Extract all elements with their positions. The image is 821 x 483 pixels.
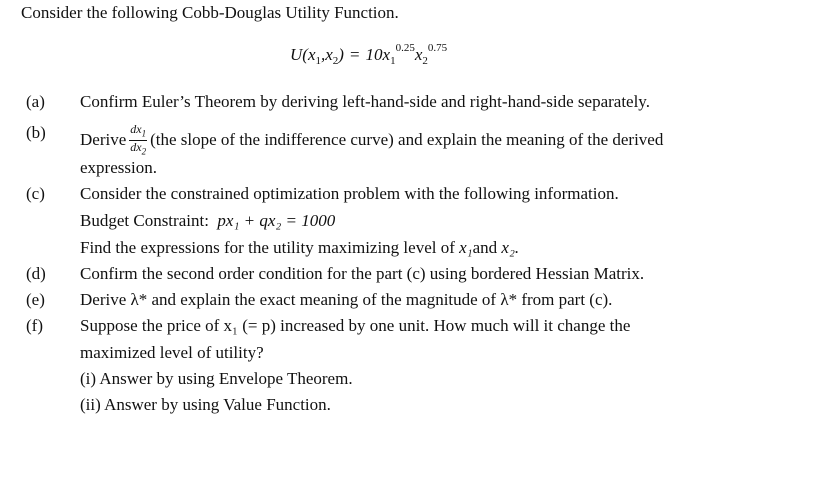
- item-c-line1: Consider the constrained optimization problem with the following information.: [80, 184, 619, 203]
- formula-lhs-sub2: 2: [332, 55, 339, 67]
- formula-var2: x: [414, 45, 423, 64]
- formula-exp2: 0.75: [427, 42, 448, 54]
- find-x2: x₂.: [501, 238, 520, 257]
- derivative-fraction: [129, 123, 147, 159]
- fraction-den-text: dx: [130, 140, 142, 155]
- item-b-text: [80, 123, 663, 159]
- utility-formula: [290, 42, 447, 67]
- fraction-denominator: [129, 141, 147, 158]
- item-d-text: Confirm the second order condition for the part (c) using bordered Hessian Matrix.: [80, 264, 645, 283]
- fraction-num-text: dx: [130, 122, 142, 136]
- item-e-text: Derive λ* and explain the exact meaning of the magnitude of λ* from part (c).: [80, 290, 613, 309]
- item-f-sub-ii-text: (ii) Answer by using Value Function.: [80, 395, 331, 414]
- find-pre: Find the expressions for the utility maximizing level of: [80, 238, 455, 257]
- find-line: [80, 238, 519, 258]
- budget-expression: px₁ + qx₂ = 1000: [217, 211, 336, 230]
- fraction-den-sub: 2: [141, 146, 147, 157]
- item-c-mark: (c): [26, 184, 45, 203]
- formula-lhs: U(x: [290, 45, 316, 64]
- item-f-line2-text: maximized level of utility?: [80, 343, 264, 362]
- formula-sub2: 2: [422, 55, 428, 67]
- formula-lhs-end: ): [338, 45, 344, 64]
- item-a-text: Confirm Euler’s Theorem by deriving left-hand-side and right-hand-side separately.: [80, 92, 650, 111]
- formula-lhs-sub1: 1: [315, 55, 321, 67]
- budget-line: [80, 211, 335, 231]
- formula-coef: 10x: [365, 45, 391, 64]
- item-f-mark: (f): [26, 316, 43, 335]
- item-b-post: (the slope of the indifference curve) and explain the meaning of the derived: [150, 129, 664, 149]
- item-a-mark: (a): [26, 92, 45, 111]
- budget-label: Budget Constraint:: [80, 211, 209, 230]
- item-f-line1: Suppose the price of x₁ (= p) increased by one unit. How much will it change the: [80, 316, 631, 335]
- formula-sub1: 1: [390, 55, 396, 67]
- item-b-mark: (b): [26, 123, 46, 142]
- item-b-pre: Derive: [80, 129, 127, 149]
- fraction-numerator: [129, 123, 147, 141]
- formula-exp1: 0.25: [395, 42, 415, 54]
- item-d-mark: (d): [26, 264, 46, 283]
- item-b-cont-text: expression.: [80, 158, 157, 177]
- formula-equals: =: [349, 45, 360, 64]
- page-title: Consider the following Cobb-Douglas Utility Function.: [21, 3, 399, 22]
- find-and: and: [472, 238, 498, 257]
- fraction-num-sub: 1: [141, 128, 147, 139]
- item-f-sub-i-text: (i) Answer by using Envelope Theorem.: [80, 369, 353, 388]
- item-e-mark: (e): [26, 290, 45, 309]
- formula-lhs-mid: ,x: [320, 45, 333, 64]
- find-x1: x₁: [459, 238, 473, 257]
